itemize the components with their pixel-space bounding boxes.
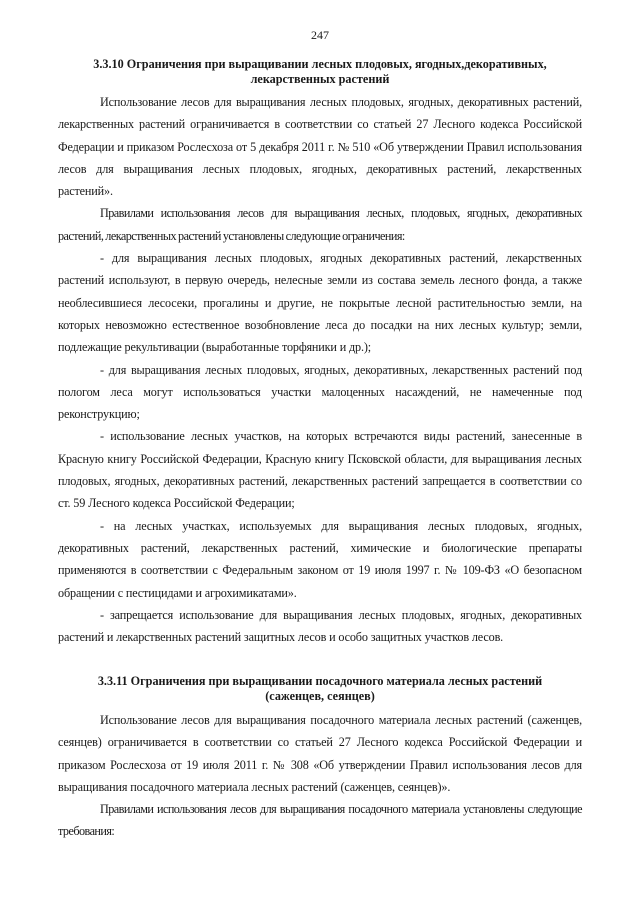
section-3-3-11-body	[58, 709, 582, 843]
list-item: - использование лесных участков, на которых встречаются виды растений, занесенные в Красную книгу Российской Федерации, Красную книгу Псковской области, для выращивания лесных плодовых, ягодных, декоративных растений, лекарственных растений запрещается в соответствии со ст. 59 Лесного кодекса Российской Федерации;	[58, 429, 582, 511]
section-3-3-10-body	[58, 91, 582, 648]
list-item: - на лесных участках, используемых для выращивания лесных плодовых, ягодных, декоративных растений, лекарственных растений, химические и биологические препараты применяются в соответствии с Федеральным законом от 19 июля 1997 г. № 109-ФЗ «О безопасном обращении с пестицидами и агрохимикатами».	[58, 518, 582, 600]
section-heading-line: (саженцев, сеянцев)	[265, 689, 375, 703]
paragraph: Использование лесов для выращивания лесных плодовых, ягодных, декоративных растений, лекарственных растений ограничивается в соответствии со статьей 27 Лесного кодекса Российской Федерации и приказом Рослесхоза от 5 декабря 2011 г. № 510 «Об утверждении Правил использования лесов для выращивания лесных плодовых, ягодных, декоративных растений, лекарственных растений».	[58, 95, 582, 199]
page-number: 247	[311, 28, 329, 42]
list-item: - запрещается использование для выращивания лесных плодовых, ягодных, декоративных растений и лекарственных растений защитных лесов и особо защитных участков лесов.	[58, 607, 582, 645]
list-item: - для выращивания лесных плодовых, ягодных декоративных растений, лекарственных растений используют, в первую очередь, нелесные земли из состава земель лесного фонда, а также необлесившиеся лесосеки, прогалины и другие, не покрытые лесной растительностью земли, на которых невозможно естественное возобновление леса до посадки на них лесных культур; земли, подлежащие рекультивации (выработанные торфяники и др.);	[58, 251, 582, 355]
section-3-3-11-heading	[58, 674, 582, 704]
section-heading-line: 3.3.11 Ограничения при выращивании посадочного материала лесных растений	[97, 674, 543, 688]
paragraph: Правилами использования лесов для выращивания лесных, плодовых, ягодных, декоративных растений, лекарственных растений установлены следующие ограничения:	[58, 206, 582, 243]
section-3-3-10-heading	[58, 57, 582, 87]
section-heading-line: 3.3.10 Ограничения при выращивании лесных плодовых, ягодных,декоративных,	[93, 57, 547, 71]
paragraph: Правилами использования лесов для выращивания посадочного материала установлены следующие требования:	[58, 802, 582, 839]
list-item: - для выращивания лесных плодовых, ягодных, декоративных, лекарственных растений под пологом леса могут использоваться участки малоценных насаждений, не намеченные под реконструкцию;	[58, 362, 582, 422]
section-heading-line: лекарственных растений	[250, 72, 390, 86]
paragraph: Использование лесов для выращивания посадочного материала лесных растений (саженцев, сеянцев) ограничивается в соответствии со статьей 27 Лесного кодекса Российской Федерации и приказом Рослесхоза от 19 июля 2011 г. № 308 «Об утверждении Правил использования лесов для выращивания посадочного материала лесных растений (саженцев, сеянцев)».	[58, 713, 582, 794]
